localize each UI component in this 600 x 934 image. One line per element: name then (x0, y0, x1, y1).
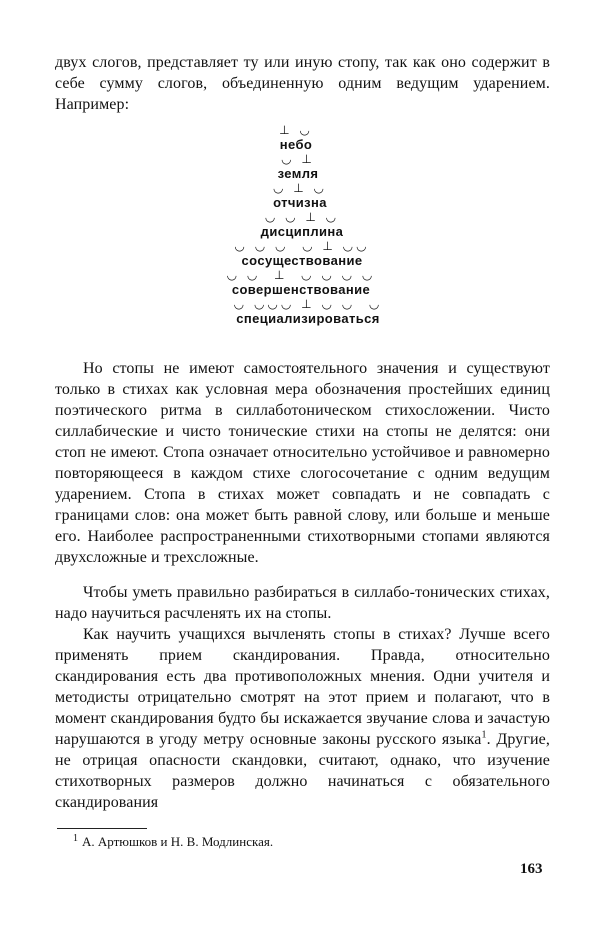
page-number: 163 (520, 861, 543, 877)
stress-marks: ◡ ◡◡◡ ⊥ ◡ ◡ ◡ (233, 297, 383, 311)
paragraph-scansion-text-a: Как научить учащихся вычленять стопы в стихах? Лучше всего применять прием скандирования. Правда, относительно скандирования есть два противоположных мнения. Одни учителя и методисты отрицательно смотрят на этот прием и полагают, что в момент скандирования будто бы искажается звучание слова и зачастую нарушаются в угоду метру основные законы русского языка (55, 626, 550, 748)
example-item (196, 124, 396, 153)
example-word: сосуществование (241, 253, 363, 268)
stress-marks: ◡ ◡ ◡ ◡ ⊥ ◡◡ (234, 239, 370, 253)
example-word: совершенствование (231, 282, 371, 297)
example-item (198, 153, 398, 182)
paragraph-division: Чтобы уметь правильно разбираться в силлабо-тонических стихах, надо научиться расчленять их на стопы. (55, 584, 550, 622)
footnote-reference: 1 (481, 729, 487, 741)
stress-examples (200, 124, 400, 327)
footnote-divider (57, 828, 147, 829)
stress-marks: ◡ ⊥ (281, 152, 315, 166)
example-word: дисциплина (260, 224, 344, 239)
example-word: отчизна (273, 195, 327, 210)
paragraph-scansion (55, 624, 550, 813)
stress-marks: ⊥ ◡ (279, 123, 313, 137)
example-word: земля (277, 166, 319, 181)
example-item (208, 298, 408, 327)
example-item (201, 269, 401, 298)
paragraph-stops: Но стопы не имеют самостоятельного значения и существуют только в стихах как условная мера обозначения простейших единиц поэтического ритма в силлаботоническом стихосложении. Чисто силлабические и чисто тонические стихи на стопы не делятся: они стоп не имеют. Стопа означает относительно устойчивое и равномерно повторяющееся в каждом стихе слогосочетание с одним ведущим ударением. Стопа в стихах может совпадать и не совпадать с границами слов: она может быть равной слову, или больше и меньше его. Наиболее распространенными стихотворными стопами являются двухсложные и трехсложные. (55, 360, 550, 566)
stress-marks: ◡ ⊥ ◡ (272, 181, 328, 195)
example-item (200, 182, 400, 211)
example-item (202, 211, 402, 240)
intro-paragraph: двух слогов, представляет ту или иную стопу, так как оно содержит в себе сумму слогов, объединенную одним ведущим ударением. Например: (55, 54, 550, 113)
footnote (73, 834, 273, 850)
stress-marks: ◡ ◡ ⊥ ◡ (264, 210, 340, 224)
footnote-marker: 1 (73, 832, 78, 844)
footnote-text: А. Артюшков и Н. В. Модлинская. (82, 834, 274, 849)
example-word: специализироваться (236, 311, 380, 326)
stress-marks: ◡ ◡ ⊥ ◡ ◡ ◡ ◡ (226, 268, 376, 282)
example-item (202, 240, 402, 269)
example-word: небо (279, 137, 313, 152)
paragraph-scansion-text-b: . Другие, не отрицая опасности скандовки, считают, однако, что изучение стихотворных размеров должно начинаться с обязательного скандирования (55, 731, 550, 811)
